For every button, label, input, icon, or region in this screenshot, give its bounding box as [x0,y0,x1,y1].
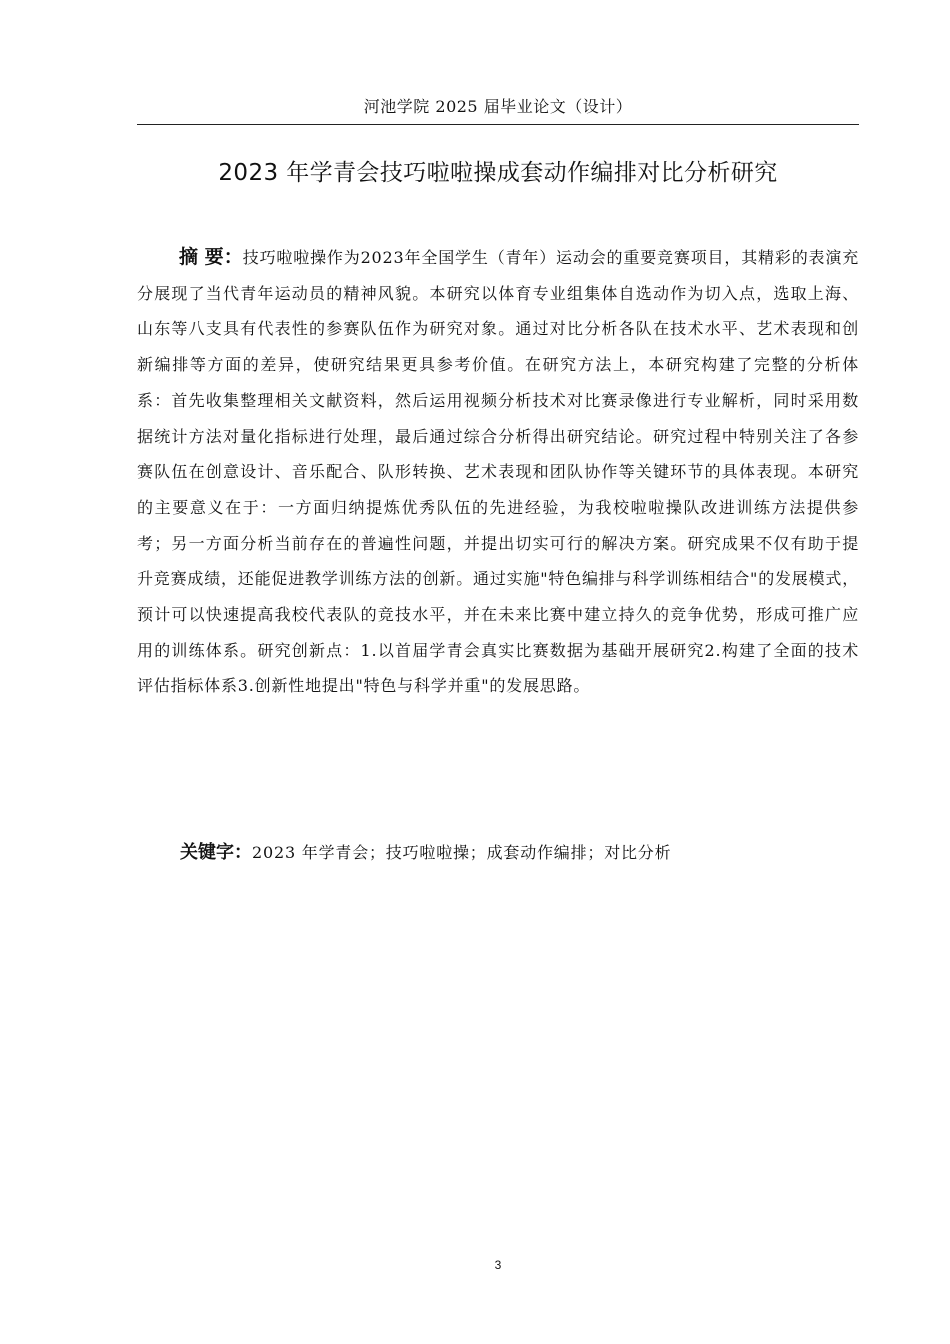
keywords-text: 2023 年学青会；技巧啦啦操；成套动作编排；对比分析 [252,843,672,862]
running-header: 河池学院 2025 届毕业论文（设计） [363,97,633,116]
abstract-label: 摘 要： [179,246,243,268]
paper-title: 2023 年学青会技巧啦啦操成套动作编排对比分析研究 [218,160,778,187]
header-divider [137,124,859,125]
abstract-paragraph [137,240,859,704]
page-number: 3 [494,1258,502,1272]
keywords-paragraph [180,838,860,864]
keywords-label: 关键字： [180,842,252,863]
abstract-text: 技巧啦啦操作为2023年全国学生（青年）运动会的重要竞赛项目，其精彩的表演充分展现了当代青年运动员的精神风貌。本研究以体育专业组集体自选动作为切入点，选取上海、山东等八支具有代表性的参赛队伍作为研究对象。通过对比分析各队在技术水平、艺术表现和创新编排等方面的差异，使研究结果更具参考价值。在研究方法上，本研究构建了完整的分析体系：首先收集整理相关文献资料，然后运用视频分析技术对比赛录像进行专业解析，同时采用数据统计方法对量化指标进行处理，最后通过综合分析得出研究结论。研究过程中特别关注了各参赛队伍在创意设计、音乐配合、队形转换、艺术表现和团队协作等关键环节的具体表现。本研究的主要意义在于：一方面归纳提炼优秀队伍的先进经验，为我校啦啦操队改进训练方法提供参考；另一方面分析当前存在的普遍性问题，并提出切实可行的解决方案。研究成果不仅有助于提升竞赛成绩，还能促进教学训练方法的创新。通过实施"特色编排与科学训练相结合"的发展模式，预计可以快速提高我校代表队的竞技水平，并在未来比赛中建立持久的竞争优势，形成可推广应用的训练体系。研究创新点：1.以首届学青会真实比赛数据为基础开展研究2.构建了全面的技术评估指标体系3.创新性地提出"特色与科学并重"的发展思路。 [137,248,859,696]
